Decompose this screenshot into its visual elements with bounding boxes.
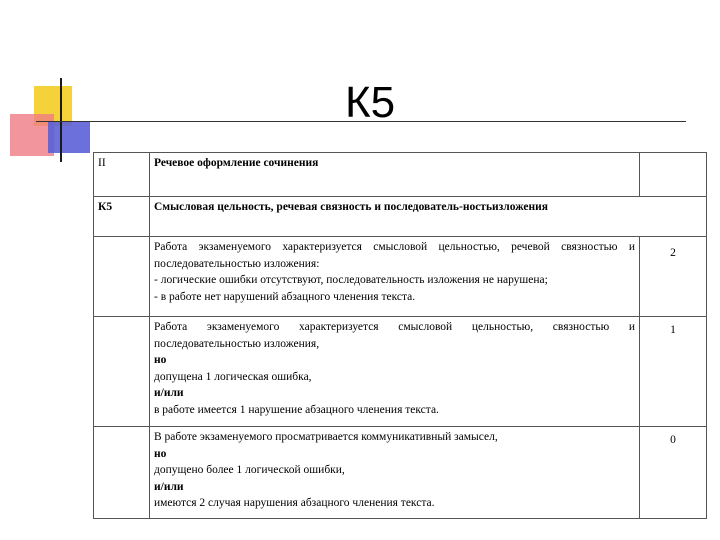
table-row xyxy=(94,427,707,519)
row-score: 2 xyxy=(640,237,707,317)
slide-title: К5 xyxy=(344,78,396,127)
criteria-table xyxy=(93,152,707,519)
section-title: Речевое оформление сочинения xyxy=(150,153,640,197)
row-description: В работе экзаменуемого просматривается коммуникативный замысел, но допущено более 1 логической ошибки, и/или имеются 2 случая нарушения абзацного членения текста. xyxy=(150,427,640,519)
row-description: Работа экзаменуемого характеризуется смысловой цельностью, речевой связностью и последовательностью изложения: - логические ошибки отсутствуют, последовательность изложения не нарушена; - в работе нет нарушений абзацного членения текста. xyxy=(150,237,640,317)
criterion-code: К5 xyxy=(94,197,150,237)
row-score: 1 xyxy=(640,317,707,427)
criterion-title: Смысловая цельность, речевая связность и последователь-ностьизложения xyxy=(150,197,707,237)
table-row xyxy=(94,237,707,317)
table-row xyxy=(94,317,707,427)
section-score-cell xyxy=(640,153,707,197)
row-description: Работа экзаменуемого характеризуется смысловой цельностью, связностью и последовательностью изложения, но допущена 1 логическая ошибка, и/или в работе имеется 1 нарушение абзацного членения текста. xyxy=(150,317,640,427)
table-criterion-row xyxy=(94,197,707,237)
table-header-row xyxy=(94,153,707,197)
row-score: 0 xyxy=(640,427,707,519)
section-code: II xyxy=(94,153,150,197)
